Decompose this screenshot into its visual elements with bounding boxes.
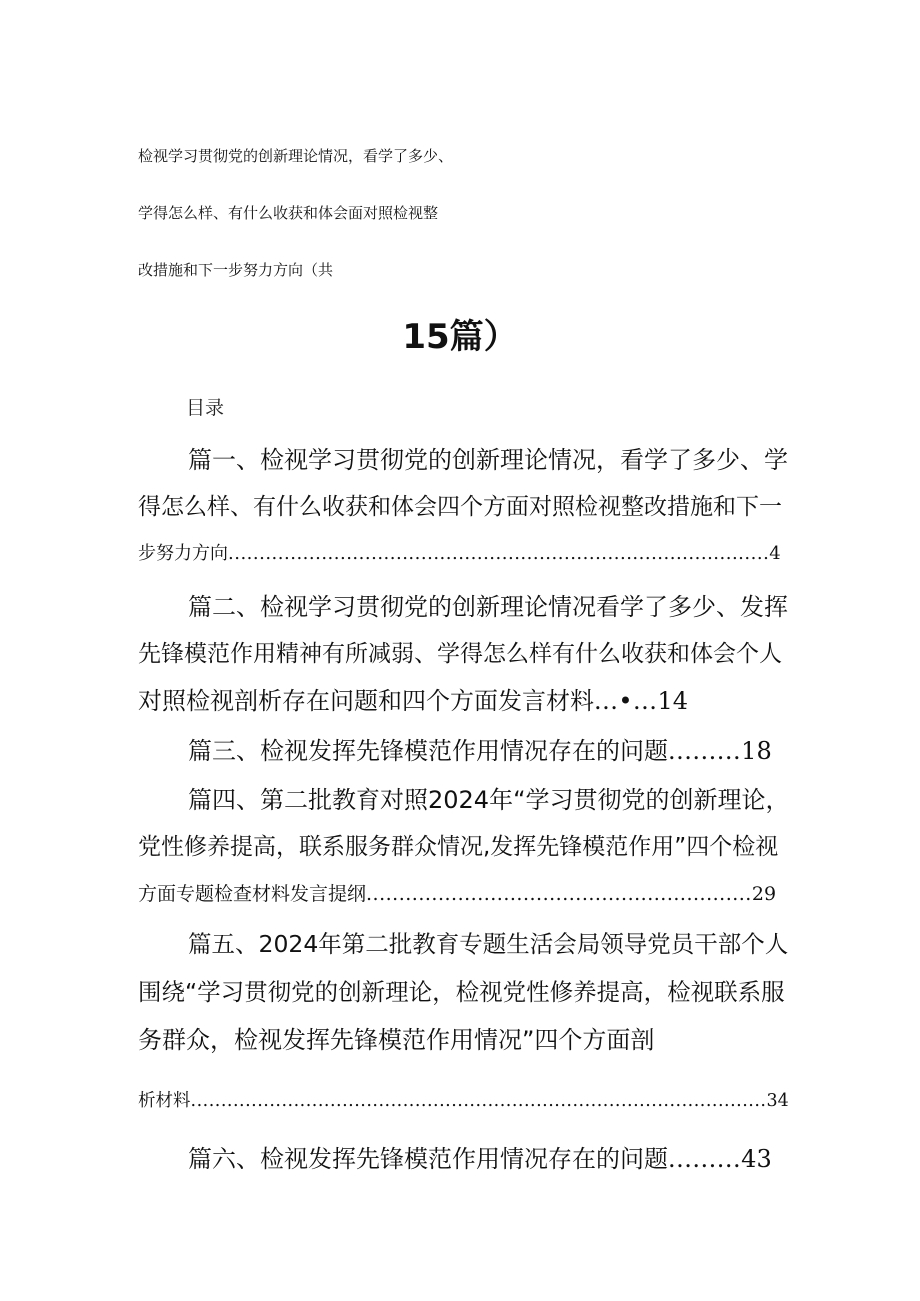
toc-entry-1-line-1[interactable]: 篇一、检视学习贯彻党的创新理论情况，看学了多少、学 xyxy=(188,446,788,474)
document-title xyxy=(138,128,798,299)
toc-entry-2-line-2[interactable]: 先锋模范作用精神有所减弱、学得怎么样有什么收获和体会个人 xyxy=(138,641,782,667)
title-line: 检视学习贯彻党的创新理论情况，看学了多少、 xyxy=(138,147,454,165)
toc-leader-dots: ...•... xyxy=(594,687,658,715)
title-count: 15篇） xyxy=(402,317,518,357)
toc-leader-dots: ........................................................... xyxy=(366,883,752,905)
toc-page-number: 34 xyxy=(766,1091,789,1111)
toc-entry-6-text: 篇六、检视发挥先锋模范作用情况存在的问题 xyxy=(188,1145,668,1173)
toc-entry-6-line-1[interactable] xyxy=(188,1143,772,1175)
toc-entry-3-text: 篇三、检视发挥先锋模范作用情况存在的问题 xyxy=(188,737,668,765)
toc-leader-dots: ......... xyxy=(668,1145,742,1173)
toc-entry-1-line-3[interactable] xyxy=(138,538,781,570)
toc-page-number: 4 xyxy=(769,543,781,564)
toc-page-number: 29 xyxy=(751,883,777,905)
toc-page-number: 43 xyxy=(741,1145,772,1173)
toc-label: 目录 xyxy=(186,397,225,419)
toc-entry-4-line-2[interactable]: 党性修养提高，联系服务群众情况,发挥先锋模范作用”四个检视 xyxy=(138,834,779,860)
toc-entry-4-line-3[interactable] xyxy=(138,878,776,910)
toc-entry-1-text: 步努力方向 xyxy=(138,543,228,564)
toc-leader-dots: ....................................................................................... xyxy=(228,543,770,564)
toc-page-number: 14 xyxy=(657,687,688,715)
toc-leader-dots: ............................................................................................... xyxy=(190,1091,767,1111)
toc-entry-4-text: 方面专题检查材料发言提纲 xyxy=(138,883,367,905)
title-line: 改措施和下一步努力方向（共 xyxy=(138,261,334,279)
toc-entry-3-line-1[interactable] xyxy=(188,735,772,767)
toc-entry-2-text: 对照检视剖析存在问题和四个方面发言材料 xyxy=(138,687,594,715)
toc-page-number: 18 xyxy=(741,737,772,765)
toc-entry-4-line-1[interactable]: 篇四、第二批教育对照2024年“学习贯彻党的创新理论， xyxy=(188,786,790,814)
toc-entry-1-line-2[interactable]: 得怎么样、有什么收获和体会四个方面对照检视整改措施和下一 xyxy=(138,494,782,520)
toc-entry-5-line-1[interactable]: 篇五、2024年第二批教育专题生活会局领导党员干部个人 xyxy=(188,930,789,958)
toc-entry-5-line-2[interactable]: 围绕“学习贯彻党的创新理论，检视党性修养提高，检视联系服 xyxy=(138,978,785,1006)
toc-leader-dots: ......... xyxy=(668,737,742,765)
toc-entry-2-line-3[interactable] xyxy=(138,685,688,717)
toc-entry-5-line-4[interactable] xyxy=(138,1085,789,1117)
toc-entry-2-line-1[interactable]: 篇二、检视学习贯彻党的创新理论情况看学了多少、发挥 xyxy=(188,593,788,621)
toc-entry-5-line-3[interactable]: 务群众，检视发挥先锋模范作用情况”四个方面剖 xyxy=(138,1026,655,1054)
toc-entry-5-text: 析材料 xyxy=(138,1091,191,1111)
title-line: 学得怎么样、有什么收获和体会面对照检视整 xyxy=(138,204,439,222)
